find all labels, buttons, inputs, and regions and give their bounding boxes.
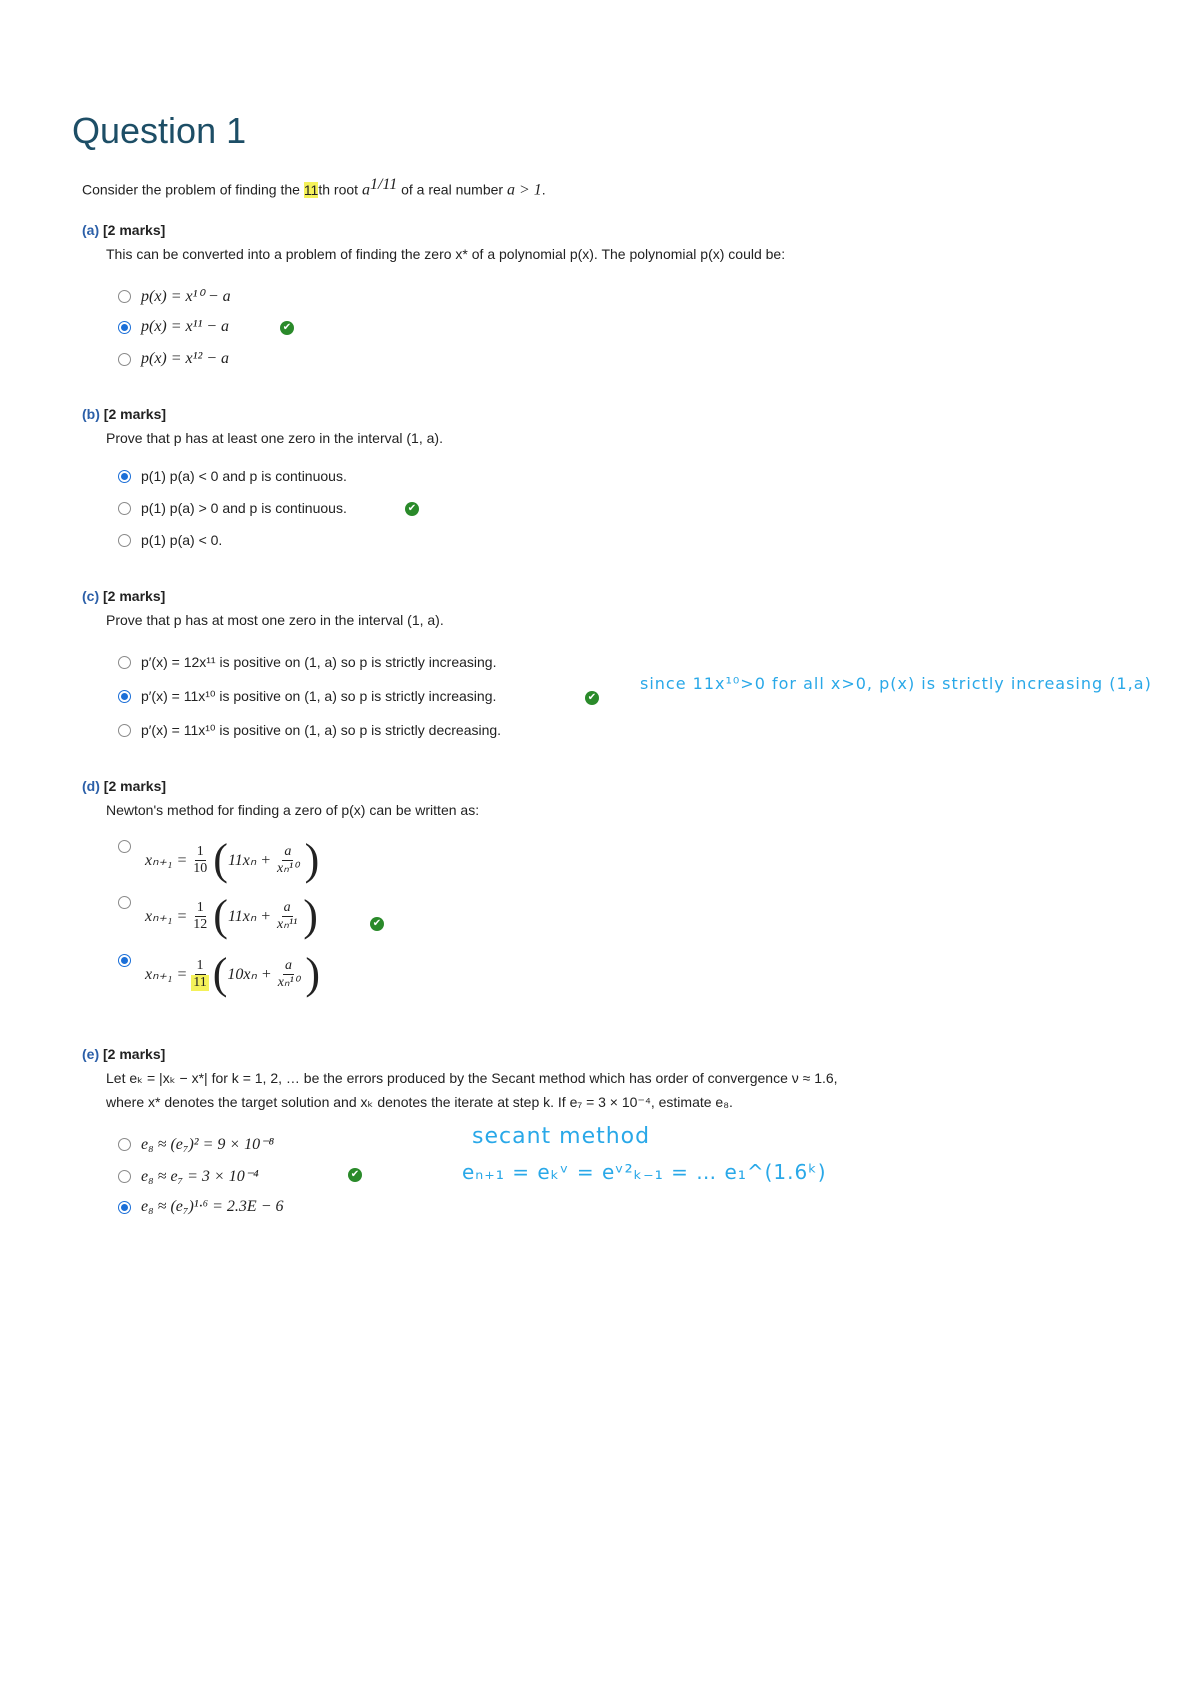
option-label: p′(x) = 11x¹⁰ is positive on (1, a) so p is strictly decreasing. [141, 722, 502, 738]
radio-button[interactable] [118, 534, 131, 547]
math-paren: ) [304, 835, 320, 884]
correct-check-icon: ✔ [280, 321, 294, 335]
math-paren: ( [212, 949, 228, 998]
option-label: p(1) p(a) > 0 and p is continuous. [141, 500, 347, 516]
part-d-option-1[interactable] [118, 835, 320, 884]
intro-text: Consider the problem of finding the [82, 181, 304, 198]
part-marks: [2 marks] [103, 588, 166, 604]
part-marks: [2 marks] [103, 222, 166, 238]
radio-button[interactable] [118, 840, 131, 853]
math-paren: ) [303, 891, 318, 940]
math-lhs: xₙ₊₁ = [145, 852, 188, 869]
handwritten-formula: eₙ₊₁ = eₖᵛ = eᵛ²ₖ₋₁ = … e₁^(1.6ᵏ) [462, 1160, 827, 1184]
part-letter: (d) [82, 778, 100, 794]
fraction-denominator: 10 [193, 860, 208, 876]
option-label: p(x) = x¹² − a [141, 350, 230, 367]
math-fraction [276, 958, 302, 991]
correct-check-icon: ✔ [585, 691, 599, 705]
correct-check-icon: ✔ [405, 502, 419, 516]
part-e-option-2[interactable] [118, 1166, 259, 1186]
part-e-option-1[interactable] [118, 1134, 274, 1154]
math-condition: a > 1 [506, 181, 542, 199]
part-marks: [2 marks] [103, 1046, 166, 1062]
option-label: p(x) = x¹¹ − a [141, 318, 230, 335]
part-e-prompt-line-1: Let eₖ = |xₖ − x*| for k = 1, 2, … be the errors produced by the Secant method which has order of convergence ν ≈ 1.6, [106, 1070, 838, 1086]
part-marks: [2 marks] [103, 778, 167, 794]
radio-button[interactable] [118, 724, 131, 737]
fraction-denominator: xₙ¹⁰ [277, 974, 300, 990]
option-label: p(1) p(a) < 0 and p is continuous. [141, 468, 347, 484]
part-d-header [82, 778, 166, 794]
math-root-exp: 1/11 [369, 176, 398, 193]
fraction-denominator: 11 [193, 974, 207, 990]
part-c-option-2[interactable] [118, 688, 496, 705]
part-b-option-1[interactable] [118, 468, 347, 484]
fraction-numerator: a [285, 957, 292, 973]
radio-button[interactable] [118, 896, 131, 909]
part-a-header [82, 222, 165, 238]
part-e-header [82, 1046, 165, 1062]
intro-text: . [541, 181, 546, 198]
radio-button[interactable] [118, 290, 131, 303]
math-inner: 11xₙ + [227, 908, 272, 925]
radio-button-selected[interactable] [118, 954, 131, 967]
part-marks: [2 marks] [103, 406, 167, 422]
fraction-denominator: xₙ¹⁰ [277, 860, 299, 876]
question-title: Question 1 [72, 110, 247, 151]
radio-button[interactable] [118, 502, 131, 515]
radio-button-selected[interactable] [118, 321, 131, 334]
option-label: p′(x) = 12x¹¹ is positive on (1, a) so p is strictly increasing. [141, 654, 497, 670]
math-fraction [191, 844, 209, 877]
option-label: e₈ ≈ (e₇)² = 9 × 10⁻⁸ [141, 1136, 275, 1153]
radio-button-selected[interactable] [118, 470, 131, 483]
part-b-header [82, 406, 166, 422]
part-letter: (b) [82, 406, 100, 422]
math-fraction [275, 844, 301, 877]
part-a-prompt: This can be converted into a problem of finding the zero x* of a polynomial p(x). The polynomial p(x) could be: [106, 246, 786, 262]
radio-button[interactable] [118, 656, 131, 669]
math-inner: 11xₙ + [227, 852, 272, 869]
radio-button[interactable] [118, 1170, 131, 1183]
part-a-option-1[interactable] [118, 286, 231, 306]
math-root-base: a [361, 181, 370, 199]
handwritten-title: secant method [472, 1124, 651, 1149]
correct-check-icon: ✔ [370, 917, 384, 931]
math-fraction [191, 958, 208, 991]
part-d-option-3[interactable] [118, 949, 320, 998]
math-lhs: xₙ₊₁ = [145, 908, 188, 925]
option-label: e₈ ≈ e₇ = 3 × 10⁻⁴ [141, 1168, 259, 1185]
part-b-option-2[interactable] [118, 500, 347, 516]
part-letter: (c) [82, 588, 100, 604]
correct-check-icon: ✔ [348, 1168, 362, 1182]
math-lhs: xₙ₊₁ = [145, 966, 188, 983]
radio-button-selected[interactable] [118, 1201, 131, 1214]
math-fraction [275, 900, 299, 933]
option-label: e₈ ≈ (e₇)¹·⁶ = 2.3E − 6 [141, 1198, 284, 1215]
part-e-option-3[interactable] [118, 1198, 284, 1216]
fraction-numerator: a [283, 899, 291, 915]
radio-button[interactable] [118, 353, 131, 366]
math-fraction [191, 900, 209, 933]
part-c-prompt: Prove that p has at most one zero in the interval (1, a). [106, 612, 444, 628]
part-c-option-1[interactable] [118, 654, 496, 670]
math-inner: 10xₙ + [227, 966, 272, 983]
part-c-header [82, 588, 165, 604]
question-intro [82, 176, 546, 200]
option-label: p(x) = x¹⁰ − a [141, 288, 231, 305]
fraction-numerator: a [284, 843, 292, 859]
part-letter: (e) [82, 1046, 100, 1062]
fraction-denominator: 12 [193, 916, 208, 932]
math-paren: ( [213, 835, 228, 884]
fraction-numerator: 1 [196, 843, 204, 859]
part-a-option-3[interactable] [118, 350, 229, 368]
intro-text: of a real number [397, 181, 507, 198]
part-b-prompt: Prove that p has at least one zero in the interval (1, a). [106, 430, 443, 446]
math-paren: ( [213, 891, 228, 940]
part-d-prompt: Newton's method for finding a zero of p(x) can be written as: [106, 802, 480, 818]
option-label: p(1) p(a) < 0. [141, 532, 223, 548]
part-d-option-2[interactable] [118, 891, 318, 940]
math-paren: ) [305, 949, 320, 998]
fraction-numerator: 1 [196, 957, 204, 973]
radio-button-selected[interactable] [118, 690, 131, 703]
fraction-denominator: xₙ¹¹ [277, 916, 298, 932]
part-letter: (a) [82, 222, 100, 238]
highlighted-number: 11 [303, 181, 319, 198]
part-e-prompt-line-2: where x* denotes the target solution and xₖ denotes the iterate at step k. If e₇ = 3 × 10⁻⁴, estimate e₈. [106, 1094, 733, 1110]
fraction-numerator: 1 [196, 899, 204, 915]
part-b-option-3[interactable] [118, 532, 222, 548]
handwritten-note: since 11x¹⁰>0 for all x>0, p(x) is strictly increasing (1,a) [640, 674, 1152, 693]
intro-text: th root [318, 181, 362, 198]
part-a-option-2[interactable] [118, 318, 229, 336]
option-label: p′(x) = 11x¹⁰ is positive on (1, a) so p is strictly increasing. [141, 688, 497, 704]
part-c-option-3[interactable] [118, 722, 501, 739]
radio-button[interactable] [118, 1138, 131, 1151]
